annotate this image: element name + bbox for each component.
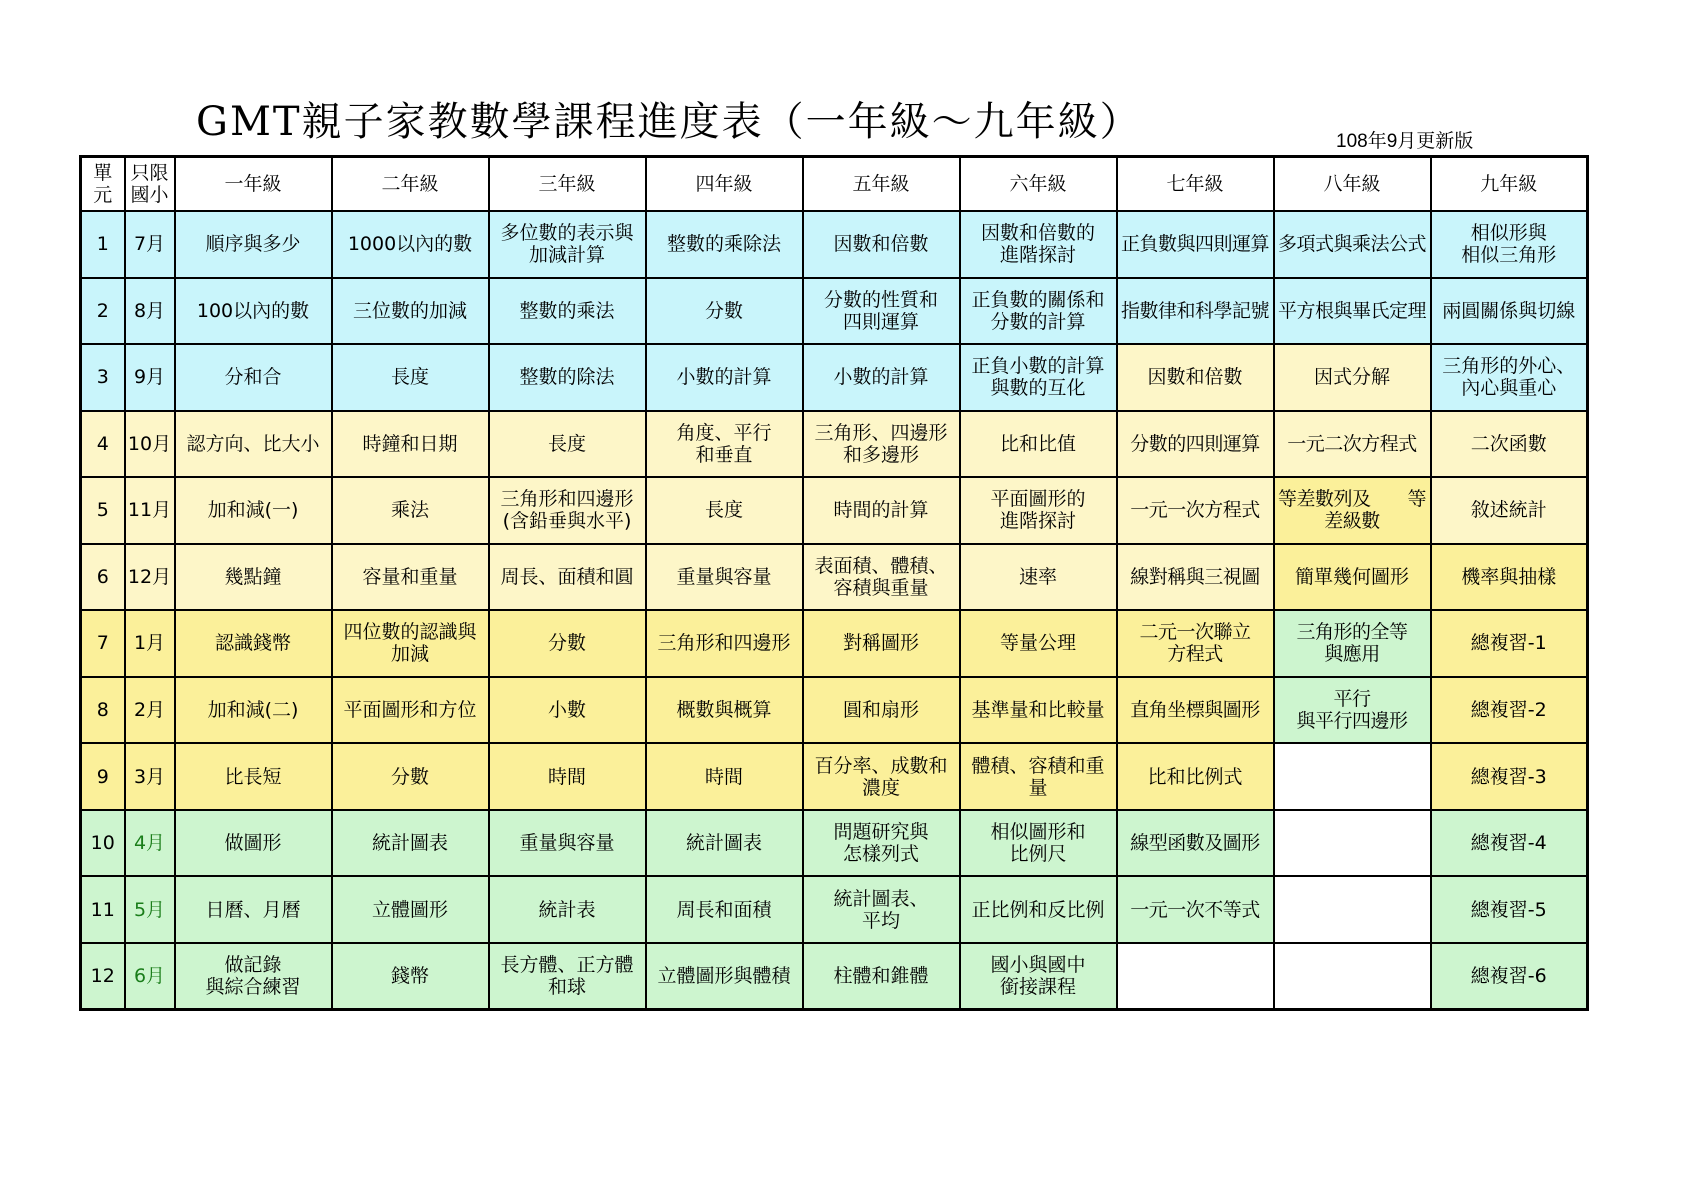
topic-cell: 正負數的關係和 分數的計算 <box>960 278 1117 345</box>
grade-header: 三年級 <box>489 157 646 212</box>
topic-cell: 三角形和四邊形 <box>646 610 803 677</box>
topic-cell: 錢幣 <box>332 943 489 1010</box>
topic-cell: 分數的四則運算 <box>1117 411 1274 478</box>
month-cell: 2月 <box>125 677 175 744</box>
topic-cell: 總複習-4 <box>1431 810 1588 877</box>
unit-number: 4 <box>81 411 125 478</box>
unit-number: 1 <box>81 211 125 278</box>
unit-number: 11 <box>81 876 125 943</box>
topic-cell: 總複習-1 <box>1431 610 1588 677</box>
month-cell: 10月 <box>125 411 175 478</box>
topic-cell: 立體圖形 <box>332 876 489 943</box>
topic-cell: 兩圓關係與切線 <box>1431 278 1588 345</box>
topic-cell: 小數的計算 <box>803 344 960 411</box>
topic-cell: 直角坐標與圖形 <box>1117 677 1274 744</box>
topic-cell: 比和比例式 <box>1117 743 1274 810</box>
topic-cell: 二次函數 <box>1431 411 1588 478</box>
grade-header: 一年級 <box>175 157 332 212</box>
topic-cell: 100以內的數 <box>175 278 332 345</box>
grade-header: 七年級 <box>1117 157 1274 212</box>
table-row <box>81 943 1588 1010</box>
topic-cell: 時間的計算 <box>803 477 960 544</box>
unit-number: 10 <box>81 810 125 877</box>
topic-cell: 幾點鐘 <box>175 544 332 611</box>
unit-number: 6 <box>81 544 125 611</box>
topic-cell: 分數的性質和 四則運算 <box>803 278 960 345</box>
grade-header: 五年級 <box>803 157 960 212</box>
schedule-body <box>81 211 1588 1010</box>
topic-cell: 分數 <box>646 278 803 345</box>
unit-number: 9 <box>81 743 125 810</box>
topic-cell: 相似形與 相似三角形 <box>1431 211 1588 278</box>
topic-cell: 三角形的全等 與應用 <box>1274 610 1431 677</box>
table-row <box>81 211 1588 278</box>
topic-cell: 容量和重量 <box>332 544 489 611</box>
table-row <box>81 544 1588 611</box>
topic-cell: 線型函數及圖形 <box>1117 810 1274 877</box>
table-row <box>81 411 1588 478</box>
topic-cell: 分和合 <box>175 344 332 411</box>
topic-cell: 整數的乘除法 <box>646 211 803 278</box>
empty-cell <box>1274 876 1431 943</box>
table-row <box>81 278 1588 345</box>
topic-cell: 長度 <box>489 411 646 478</box>
grade-header: 四年級 <box>646 157 803 212</box>
unit-number: 3 <box>81 344 125 411</box>
topic-cell: 相似圖形和 比例尺 <box>960 810 1117 877</box>
topic-cell: 總複習-2 <box>1431 677 1588 744</box>
empty-cell <box>1274 943 1431 1010</box>
topic-cell: 一元一次方程式 <box>1117 477 1274 544</box>
empty-cell <box>1117 943 1274 1010</box>
month-cell: 8月 <box>125 278 175 345</box>
topic-cell: 做記錄 與綜合練習 <box>175 943 332 1010</box>
table-row <box>81 677 1588 744</box>
topic-cell: 多位數的表示與 加減計算 <box>489 211 646 278</box>
table-row <box>81 344 1588 411</box>
topic-cell: 一元二次方程式 <box>1274 411 1431 478</box>
topic-cell: 正負數與四則運算 <box>1117 211 1274 278</box>
topic-cell: 三位數的加減 <box>332 278 489 345</box>
topic-cell: 統計表 <box>489 876 646 943</box>
empty-cell <box>1274 810 1431 877</box>
table-row <box>81 477 1588 544</box>
month-cell: 1月 <box>125 610 175 677</box>
topic-cell: 加和減(二) <box>175 677 332 744</box>
topic-cell: 統計圖表、 平均 <box>803 876 960 943</box>
topic-cell: 認方向、比大小 <box>175 411 332 478</box>
schedule-table <box>79 155 1589 1011</box>
topic-cell: 因式分解 <box>1274 344 1431 411</box>
topic-cell: 比和比值 <box>960 411 1117 478</box>
topic-cell: 三角形的外心、 內心與重心 <box>1431 344 1588 411</box>
topic-cell: 角度、平行 和垂直 <box>646 411 803 478</box>
topic-cell: 總複習-6 <box>1431 943 1588 1010</box>
topic-cell: 對稱圖形 <box>803 610 960 677</box>
header-row <box>81 157 1588 212</box>
empty-cell <box>1274 743 1431 810</box>
topic-cell: 三角形和四邊形 (含鉛垂與水平) <box>489 477 646 544</box>
topic-cell: 因數和倍數 <box>1117 344 1274 411</box>
topic-cell: 長方體、正方體 和球 <box>489 943 646 1010</box>
month-cell: 3月 <box>125 743 175 810</box>
topic-cell: 統計圖表 <box>332 810 489 877</box>
table-row <box>81 743 1588 810</box>
topic-cell: 乘法 <box>332 477 489 544</box>
topic-cell: 二元一次聯立 方程式 <box>1117 610 1274 677</box>
topic-cell: 分數 <box>332 743 489 810</box>
topic-cell: 簡單幾何圖形 <box>1274 544 1431 611</box>
unit-number: 12 <box>81 943 125 1010</box>
topic-cell: 小數的計算 <box>646 344 803 411</box>
grade-header: 九年級 <box>1431 157 1588 212</box>
topic-cell: 三角形、四邊形 和多邊形 <box>803 411 960 478</box>
topic-cell: 統計圖表 <box>646 810 803 877</box>
topic-cell: 國小與國中 銜接課程 <box>960 943 1117 1010</box>
unit-header: 單 元 <box>81 157 125 212</box>
month-cell: 6月 <box>125 943 175 1010</box>
unit-number: 2 <box>81 278 125 345</box>
topic-cell: 日曆、月曆 <box>175 876 332 943</box>
unit-number: 5 <box>81 477 125 544</box>
topic-cell: 做圖形 <box>175 810 332 877</box>
month-cell: 12月 <box>125 544 175 611</box>
topic-cell: 比長短 <box>175 743 332 810</box>
month-cell: 4月 <box>125 810 175 877</box>
topic-cell: 小數 <box>489 677 646 744</box>
month-cell: 11月 <box>125 477 175 544</box>
topic-cell: 平方根與畢氏定理 <box>1274 278 1431 345</box>
topic-cell: 重量與容量 <box>489 810 646 877</box>
topic-cell: 總複習-5 <box>1431 876 1588 943</box>
topic-cell: 時間 <box>646 743 803 810</box>
topic-cell: 等差數列及 等 差級數 <box>1274 477 1431 544</box>
table-row <box>81 876 1588 943</box>
elementary-only-header: 只限 國小 <box>125 157 175 212</box>
page-title: GMT親子家教數學課程進度表（一年級～九年級） <box>196 99 1142 145</box>
topic-cell: 立體圖形與體積 <box>646 943 803 1010</box>
topic-cell: 分數 <box>489 610 646 677</box>
unit-number: 7 <box>81 610 125 677</box>
topic-cell: 時間 <box>489 743 646 810</box>
topic-cell: 時鐘和日期 <box>332 411 489 478</box>
topic-cell: 正比例和反比例 <box>960 876 1117 943</box>
topic-cell: 百分率、成數和 濃度 <box>803 743 960 810</box>
unit-number: 8 <box>81 677 125 744</box>
topic-cell: 圓和扇形 <box>803 677 960 744</box>
topic-cell: 多項式與乘法公式 <box>1274 211 1431 278</box>
table-row <box>81 810 1588 877</box>
topic-cell: 問題研究與 怎樣列式 <box>803 810 960 877</box>
topic-cell: 整數的除法 <box>489 344 646 411</box>
topic-cell: 概數與概算 <box>646 677 803 744</box>
month-cell: 9月 <box>125 344 175 411</box>
topic-cell: 長度 <box>646 477 803 544</box>
topic-cell: 重量與容量 <box>646 544 803 611</box>
topic-cell: 總複習-3 <box>1431 743 1588 810</box>
topic-cell: 順序與多少 <box>175 211 332 278</box>
topic-cell: 四位數的認識與 加減 <box>332 610 489 677</box>
topic-cell: 長度 <box>332 344 489 411</box>
topic-cell: 敘述統計 <box>1431 477 1588 544</box>
topic-cell: 速率 <box>960 544 1117 611</box>
month-cell: 5月 <box>125 876 175 943</box>
topic-cell: 體積、容積和重量 <box>960 743 1117 810</box>
month-cell: 7月 <box>125 211 175 278</box>
topic-cell: 等量公理 <box>960 610 1117 677</box>
topic-cell: 表面積、體積、 容積與重量 <box>803 544 960 611</box>
topic-cell: 因數和倍數 <box>803 211 960 278</box>
topic-cell: 一元一次不等式 <box>1117 876 1274 943</box>
topic-cell: 正負小數的計算 與數的互化 <box>960 344 1117 411</box>
topic-cell: 因數和倍數的 進階探討 <box>960 211 1117 278</box>
topic-cell: 柱體和錐體 <box>803 943 960 1010</box>
grade-header: 八年級 <box>1274 157 1431 212</box>
grade-header: 二年級 <box>332 157 489 212</box>
table-row <box>81 610 1588 677</box>
topic-cell: 平面圖形的 進階探討 <box>960 477 1117 544</box>
topic-cell: 平面圖形和方位 <box>332 677 489 744</box>
topic-cell: 1000以內的數 <box>332 211 489 278</box>
topic-cell: 機率與抽樣 <box>1431 544 1588 611</box>
topic-cell: 平行 與平行四邊形 <box>1274 677 1431 744</box>
topic-cell: 加和減(一) <box>175 477 332 544</box>
grade-header: 六年級 <box>960 157 1117 212</box>
version-label: 108年9月更新版 <box>1336 131 1474 152</box>
topic-cell: 周長、面積和圓 <box>489 544 646 611</box>
topic-cell: 周長和面積 <box>646 876 803 943</box>
topic-cell: 指數律和科學記號 <box>1117 278 1274 345</box>
topic-cell: 整數的乘法 <box>489 278 646 345</box>
topic-cell: 認識錢幣 <box>175 610 332 677</box>
topic-cell: 線對稱與三視圖 <box>1117 544 1274 611</box>
topic-cell: 基準量和比較量 <box>960 677 1117 744</box>
